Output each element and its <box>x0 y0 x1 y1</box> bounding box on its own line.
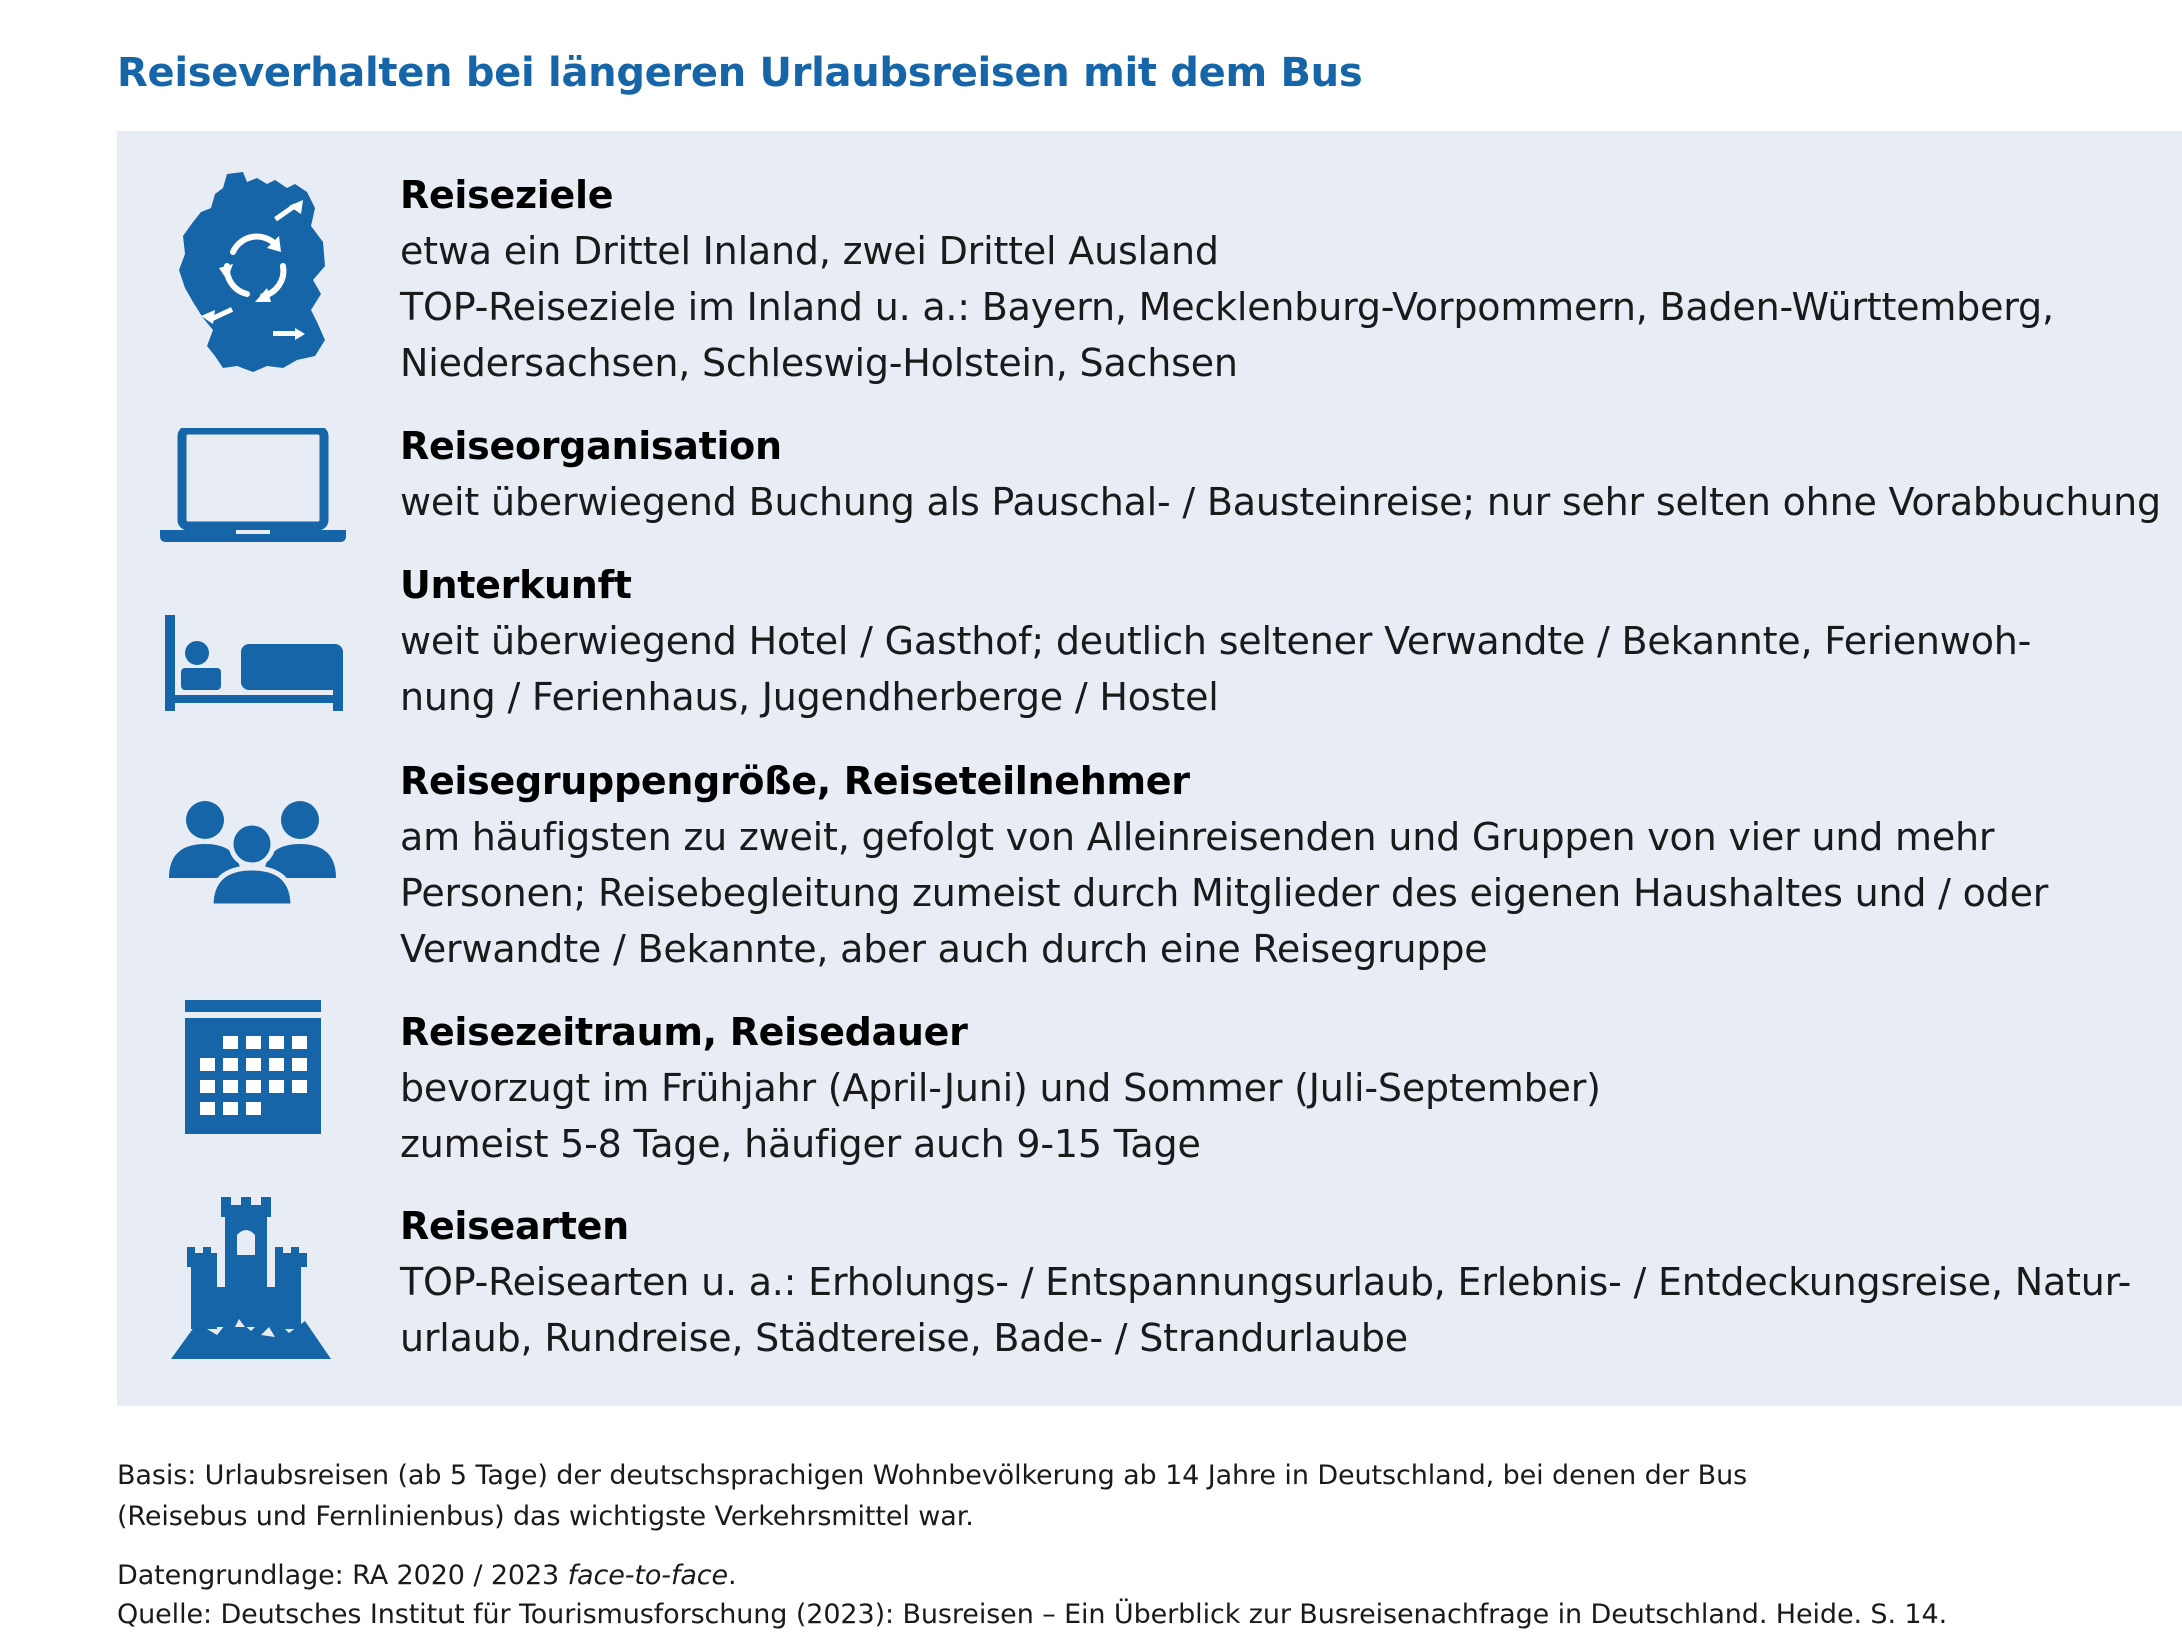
section-text-line: weit überwiegend Hotel / Gasthof; deutlich seltener Verwandte / Bekannte, Ferienwoh- <box>400 619 2032 663</box>
section-text-line: Verwandte / Bekannte, aber auch durch eine Reisegruppe <box>400 927 1488 971</box>
people-group-icon <box>165 798 340 908</box>
section-text-line: TOP-Reiseziele im Inland u. a.: Bayern, Mecklenburg-Vorpommern, Baden-Württemberg, <box>400 285 2054 329</box>
castle-icon <box>171 1195 331 1361</box>
page-title: Reiseverhalten bei längeren Urlaubsreisen mit dem Bus <box>117 50 1363 96</box>
section-reisearten <box>400 1198 2160 1366</box>
section-text-line: bevorzugt im Frühjahr (April-Juni) und Sommer (Juli-September) <box>400 1066 1601 1110</box>
laptop-icon <box>158 428 348 544</box>
datengrundlage-suffix: . <box>728 1560 737 1591</box>
calendar-icon <box>183 998 323 1136</box>
section-text-line: Niedersachsen, Schleswig-Holstein, Sachsen <box>400 341 1238 385</box>
footer-basis-line2: (Reisebus und Fernlinienbus) das wichtigste Verkehrsmittel war. <box>117 1501 974 1532</box>
footer-datengrundlage <box>117 1556 737 1596</box>
section-unterkunft <box>400 557 2160 725</box>
bed-icon <box>163 613 345 713</box>
section-text-line: zumeist 5-8 Tage, häufiger auch 9-15 Tage <box>400 1122 1201 1166</box>
section-reisegruppe <box>400 753 2160 977</box>
section-text-line: am häufigsten zu zweit, gefolgt von Alleinreisenden und Gruppen von vier und mehr <box>400 815 1995 859</box>
footer-basis-line1: Basis: Urlaubsreisen (ab 5 Tage) der deutschsprachigen Wohnbevölkerung ab 14 Jahre in Deutschland, bei denen der Bus <box>117 1460 1748 1491</box>
section-reiseorganisation <box>400 418 2160 530</box>
section-text-line: nung / Ferienhaus, Jugendherberge / Hostel <box>400 675 1219 719</box>
section-heading: Reisearten <box>400 1204 629 1248</box>
section-text-line: weit überwiegend Buchung als Pauschal- / Bausteinreise; nur sehr selten ohne Vorabbuchung <box>400 480 2161 524</box>
section-text-line: TOP-Reisearten u. a.: Erholungs- / Entspannungsurlaub, Erlebnis- / Entdeckungsreise, Natur- <box>400 1260 2132 1304</box>
section-heading: Reisegruppengröße, Reiseteilnehmer <box>400 759 1190 803</box>
section-reisezeitraum <box>400 1004 2160 1172</box>
section-heading: Reiseziele <box>400 173 614 217</box>
section-text-line: Personen; Reisebegleitung zumeist durch Mitglieder des eigenen Haushaltes und / oder <box>400 871 2049 915</box>
germany-map-icon <box>175 170 335 375</box>
footer-quelle: Quelle: Deutsches Institut für Tourismusforschung (2023): Busreisen – Ein Überblick zur Busreisenachfrage in Deutschland. Heide. S. 14. <box>117 1599 1948 1630</box>
section-text-line: etwa ein Drittel Inland, zwei Drittel Ausland <box>400 229 1219 273</box>
section-reiseziele <box>400 167 2160 391</box>
section-heading: Reisezeitraum, Reisedauer <box>400 1010 968 1054</box>
section-text-line: urlaub, Rundreise, Städtereise, Bade- / Strandurlaube <box>400 1316 1408 1360</box>
datengrundlage-prefix: Datengrundlage: RA 2020 / 2023 <box>117 1560 568 1591</box>
section-heading: Reiseorganisation <box>400 424 782 468</box>
section-heading: Unterkunft <box>400 563 632 607</box>
datengrundlage-italic: face-to-face <box>567 1560 729 1591</box>
